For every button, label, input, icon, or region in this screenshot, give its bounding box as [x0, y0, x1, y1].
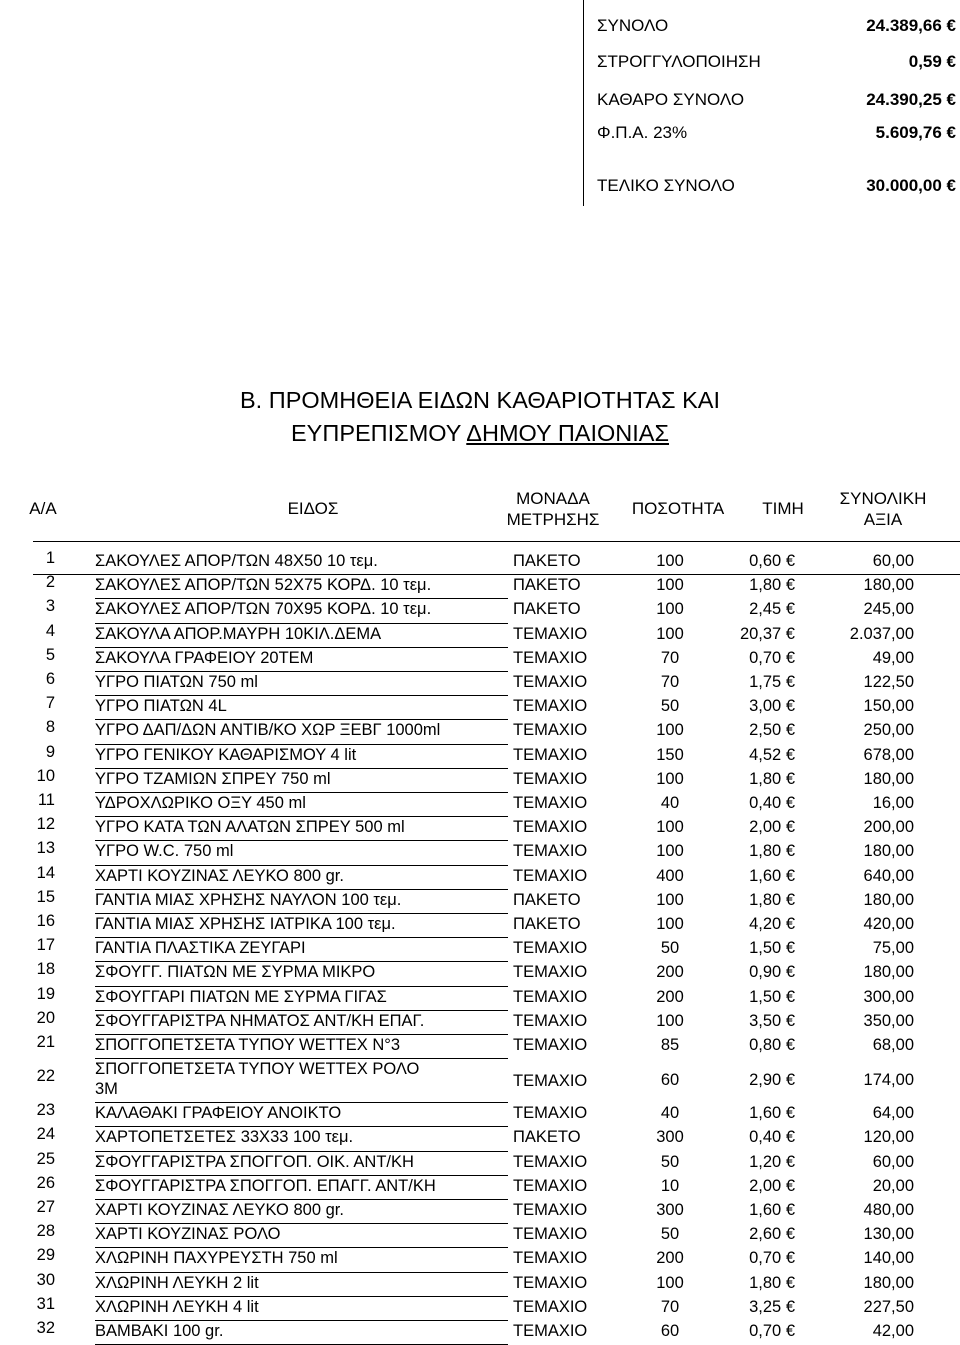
header-qty: ΠΟΣΟΤΗΤΑ [631, 499, 725, 518]
row-number: 17 [36, 936, 55, 955]
row-quantity: 70 [660, 648, 680, 667]
row-price: 3,25 € [749, 1297, 795, 1316]
summary-value: 5.609,76 € [875, 123, 956, 142]
summary-label: Φ.Π.Α. 23% [597, 123, 688, 142]
row-total: 20,00 [872, 1176, 914, 1195]
row-number: 20 [36, 1008, 55, 1027]
row-total: 120,00 [863, 1128, 914, 1147]
row-divider [95, 719, 508, 720]
row-quantity: 200 [656, 1249, 684, 1268]
row-divider [95, 1058, 508, 1059]
row-total: 2.037,00 [849, 624, 914, 643]
row-divider [95, 1175, 508, 1176]
row-unit: ΤΕΜΑΧΙΟ [513, 1273, 588, 1292]
row-price: 1,20 € [749, 1152, 795, 1171]
row-total: 300,00 [863, 987, 914, 1006]
row-unit: ΠΑΚΕΤΟ [513, 1128, 581, 1147]
row-price: 2,45 € [749, 600, 795, 619]
row-quantity: 10 [660, 1176, 680, 1195]
row-number: 10 [36, 766, 55, 785]
header-unit: ΜΟΝΑΔΑ ΜΕΤΡΗΣΗΣ [506, 488, 600, 529]
row-unit: ΤΕΜΑΧΙΟ [513, 745, 588, 764]
row-item: ΚΑΛΑΘΑΚΙ ΓΡΑΦΕΙΟΥ ΑΝΟΙΚΤΟ [95, 1104, 342, 1123]
summary-value: 24.390,25 € [866, 90, 956, 109]
row-price: 2,50 € [749, 721, 795, 740]
row-number: 28 [36, 1222, 55, 1241]
row-quantity: 70 [660, 1297, 680, 1316]
row-quantity: 400 [656, 866, 684, 885]
row-item: ΣΑΚΟΥΛΑ ΓΡΑΦΕΙΟΥ 20ΤΕΜ [95, 648, 314, 667]
row-unit: ΤΕΜΑΧΙΟ [513, 818, 588, 837]
row-divider [95, 1034, 508, 1035]
row-unit: ΤΕΜΑΧΙΟ [513, 987, 588, 1006]
row-item: ΒΑΜΒΑΚΙ 100 gr. [95, 1322, 224, 1340]
row-total: 180,00 [863, 769, 914, 788]
row-price: 1,80 € [749, 1273, 795, 1292]
row-price: 0,70 € [749, 648, 795, 667]
row-divider [95, 913, 508, 914]
row-number: 6 [45, 670, 55, 688]
row-quantity: 200 [656, 963, 684, 982]
row-quantity: 70 [660, 673, 680, 691]
row-item: ΣΦΟΥΓΓΑΡΙ ΠΙΑΤΩΝ ΜΕ ΣΥΡΜΑ ΓΙΓΑΣ [95, 987, 387, 1006]
row-total: 180,00 [863, 842, 914, 861]
row-item: ΓΑΝΤΙΑ ΜΙΑΣ ΧΡΗΣΗΣ ΙΑΤΡΙΚΑ 100 τεμ. [95, 915, 396, 933]
row-price: 4,20 € [749, 915, 795, 933]
row-divider [95, 647, 508, 648]
row-number: 1 [45, 549, 55, 567]
row-quantity: 100 [656, 1273, 684, 1292]
row-number: 7 [45, 694, 55, 713]
row-price: 2,60 € [749, 1225, 795, 1244]
row-item: ΣΦΟΥΓΓΑΡΙΣΤΡΑ ΝΗΜΑΤΟΣ ΑΝΤ/ΚΗ ΕΠΑΓ. [95, 1011, 425, 1030]
row-divider [95, 1247, 508, 1248]
row-unit: ΤΕΜΑΧΙΟ [513, 1201, 588, 1219]
row-quantity: 100 [656, 576, 684, 595]
row-number: 2 [45, 573, 55, 592]
row-quantity: 200 [656, 987, 684, 1006]
row-item: ΧΛΩΡΙΝΗ ΛΕΥΚΗ 4 lit [95, 1297, 259, 1316]
row-price: 1,60 € [749, 1104, 795, 1123]
row-price: 2,90 € [749, 1071, 795, 1090]
row-number: 29 [36, 1246, 55, 1265]
row-price: 1,60 € [749, 866, 795, 885]
row-number: 24 [36, 1125, 55, 1144]
row-number: 9 [45, 742, 55, 761]
row-total: 122,50 [863, 673, 914, 691]
row-quantity: 60 [660, 1322, 680, 1340]
row-quantity: 100 [656, 890, 684, 909]
row-unit: ΤΕΜΑΧΙΟ [513, 673, 588, 691]
row-quantity: 100 [656, 769, 684, 788]
table-header [29, 476, 960, 542]
row-number: 3 [45, 597, 55, 616]
row-unit: ΤΕΜΑΧΙΟ [513, 1072, 588, 1091]
row-item: ΧΑΡΤΙ ΚΟΥΖΙΝΑΣ ΡΟΛΟ [95, 1225, 281, 1244]
row-price: 1,75 € [749, 673, 795, 691]
row-price: 0,90 € [749, 963, 795, 982]
summary-value: 0,59 € [908, 52, 956, 71]
row-divider [95, 1296, 508, 1297]
row-divider [95, 792, 508, 793]
row-price: 2,00 € [749, 818, 795, 837]
row-total: 49,00 [872, 648, 914, 667]
row-unit: ΤΕΜΑΧΙΟ [513, 842, 588, 861]
row-price: 4,52 € [749, 745, 795, 764]
row-divider [95, 986, 508, 987]
row-item: ΓΑΝΤΙΑ ΜΙΑΣ ΧΡΗΣΗΣ ΝΑΥΛΟΝ 100 τεμ. [95, 890, 402, 909]
row-unit: ΤΕΜΑΧΙΟ [513, 721, 588, 740]
row-quantity: 300 [656, 1201, 684, 1219]
row-total: 174,00 [863, 1071, 914, 1090]
row-total: 250,00 [863, 721, 914, 740]
row-unit: ΤΕΜΑΧΙΟ [513, 1176, 588, 1195]
row-price: 1,50 € [749, 987, 795, 1006]
row-divider [95, 695, 508, 696]
row-divider [95, 1010, 508, 1011]
row-divider [95, 840, 508, 841]
summary-value: 24.389,66 € [866, 16, 956, 35]
row-divider [95, 623, 508, 624]
row-total: 180,00 [863, 890, 914, 909]
row-price: 0,70 € [749, 1249, 795, 1268]
row-item: ΣΠΟΓΓΟΠΕΤΣΕΤΑ ΤΥΠΟΥ WETTEX Ν°3 [95, 1036, 401, 1054]
row-price: 3,00 € [749, 697, 795, 716]
row-price: 0,40 € [749, 794, 795, 812]
row-quantity: 85 [660, 1036, 680, 1054]
row-total: 75,00 [872, 939, 914, 958]
header-total: ΣΥΝΟΛΙΚΗ ΑΞΙΑ [839, 488, 927, 529]
row-number: 4 [45, 621, 55, 640]
row-divider [95, 744, 508, 745]
row-quantity: 100 [656, 552, 684, 570]
row-number: 12 [36, 815, 55, 834]
row-item: ΣΦΟΥΓΓΑΡΙΣΤΡΑ ΣΠΟΓΓΟΠ. ΟΙΚ. ΑΝΤ/ΚΗ [95, 1152, 414, 1171]
row-item: ΥΓΡΟ ΠΙΑΤΩΝ 4L [95, 697, 227, 716]
row-item: ΧΑΡΤΙ ΚΟΥΖΙΝΑΣ ΛΕΥΚΟ 800 gr. [95, 866, 344, 885]
row-total: 180,00 [863, 963, 914, 982]
row-total: 420,00 [863, 915, 914, 933]
row-total: 245,00 [863, 600, 914, 619]
row-divider [95, 768, 508, 769]
row-unit: ΤΕΜΑΧΙΟ [513, 697, 588, 716]
row-total: 60,00 [872, 552, 914, 570]
row-unit: ΤΕΜΑΧΙΟ [513, 769, 588, 788]
summary-label: ΣΤΡΟΓΓΥΛΟΠΟΙΗΣΗ [597, 52, 761, 71]
row-unit: ΤΕΜΑΧΙΟ [513, 1297, 588, 1316]
row-item: ΧΛΩΡΙΝΗ ΛΕΥΚΗ 2 lit [95, 1273, 259, 1292]
row-quantity: 300 [656, 1128, 684, 1147]
row-total: 60,00 [872, 1152, 914, 1171]
row-number: 21 [36, 1033, 55, 1051]
row-item: ΧΑΡΤΙ ΚΟΥΖΙΝΑΣ ΛΕΥΚΟ 800 gr. [95, 1201, 344, 1219]
summary-block [583, 0, 960, 206]
row-quantity: 100 [656, 600, 684, 619]
row-item: ΣΑΚΟΥΛΕΣ ΑΠΟΡ/ΤΩΝ 52Χ75 ΚΟΡΔ. 10 τεμ. [95, 576, 432, 595]
row-quantity: 50 [660, 1152, 680, 1171]
row-quantity: 100 [656, 624, 684, 643]
row-number: 31 [36, 1294, 55, 1313]
row-unit: ΤΕΜΑΧΙΟ [513, 794, 588, 812]
section-title-line2 [0, 417, 960, 450]
row-price: 0,40 € [749, 1128, 795, 1147]
row-unit: ΠΑΚΕΤΟ [513, 552, 581, 570]
row-item: ΧΛΩΡΙΝΗ ΠΑΧΥΡΕΥΣΤΗ 750 ml [95, 1249, 338, 1268]
row-unit: ΤΕΜΑΧΙΟ [513, 866, 588, 885]
row-item: ΥΓΡΟ ΠΙΑΤΩΝ 750 ml [95, 673, 258, 691]
summary-label: ΣΥΝΟΛΟ [597, 16, 669, 35]
row-number: 5 [45, 645, 55, 664]
summary-value: 30.000,00 € [866, 176, 956, 195]
row-number: 16 [36, 912, 55, 930]
row-unit: ΤΕΜΑΧΙΟ [513, 648, 588, 667]
row-price: 1,50 € [749, 939, 795, 958]
row-item: ΧΑΡΤΟΠΕΤΣΕΤΕΣ 33Χ33 100 τεμ. [95, 1128, 354, 1147]
row-number: 23 [36, 1101, 55, 1120]
row-divider [95, 1151, 508, 1152]
row-price: 1,80 € [749, 769, 795, 788]
row-quantity: 100 [656, 915, 684, 933]
row-item: ΥΓΡΟ ΓΕΝΙΚΟΥ ΚΑΘΑΡΙΣΜΟΥ 4 lit [95, 745, 357, 764]
row-divider [95, 937, 508, 938]
row-unit: ΤΕΜΑΧΙΟ [513, 1225, 588, 1244]
row-divider [95, 1223, 508, 1224]
row-item: ΣΦΟΥΓΓΑΡΙΣΤΡΑ ΣΠΟΓΓΟΠ. ΕΠΑΓΓ. ΑΝΤ/ΚΗ [95, 1176, 436, 1195]
row-quantity: 100 [656, 721, 684, 740]
row-divider [95, 1126, 508, 1127]
row-quantity: 100 [656, 1011, 684, 1030]
row-item: ΣΦΟΥΓΓ. ΠΙΑΤΩΝ ΜΕ ΣΥΡΜΑ ΜΙΚΡΟ [95, 963, 376, 982]
row-divider [95, 671, 508, 672]
row-total: 42,00 [872, 1322, 914, 1340]
row-number: 19 [36, 984, 55, 1003]
row-total: 140,00 [863, 1249, 914, 1268]
row-unit: ΤΕΜΑΧΙΟ [513, 1152, 588, 1171]
row-price: 1,80 € [749, 890, 795, 909]
row-total: 130,00 [863, 1225, 914, 1244]
row-unit: ΤΕΜΑΧΙΟ [513, 1011, 588, 1030]
row-number: 13 [36, 839, 55, 858]
row-number: 8 [45, 718, 55, 737]
row-divider [33, 574, 960, 575]
row-price: 0,80 € [749, 1036, 795, 1054]
row-divider [95, 865, 508, 866]
row-price: 20,37 € [739, 624, 795, 643]
row-price: 1,80 € [749, 842, 795, 861]
row-item: ΣΑΚΟΥΛΑ ΑΠΟΡ.ΜΑΥΡΗ 10ΚΙΛ.ΔΕΜΑ [95, 624, 382, 643]
row-quantity: 40 [660, 794, 680, 812]
row-total: 640,00 [863, 866, 914, 885]
row-number: 25 [36, 1149, 55, 1168]
row-quantity: 100 [656, 842, 684, 861]
row-unit: ΤΕΜΑΧΙΟ [513, 1322, 588, 1340]
row-divider [95, 598, 508, 599]
section-title-municipality: ΔΗΜΟΥ ΠΑΙΟΝΙΑΣ [466, 420, 669, 446]
summary-label: ΤΕΛΙΚΟ ΣΥΝΟΛΟ [597, 176, 735, 195]
row-unit: ΤΕΜΑΧΙΟ [513, 1104, 588, 1123]
row-number: 14 [36, 863, 55, 882]
section-title-part: ΕΥΠΡΕΠΙΣΜΟΥ [291, 420, 467, 446]
row-price: 0,70 € [749, 1322, 795, 1340]
row-number: 15 [36, 887, 55, 906]
header-price: ΤΙΜΗ [762, 499, 804, 518]
row-total: 200,00 [863, 818, 914, 837]
row-divider [95, 1199, 508, 1200]
row-price: 1,80 € [749, 576, 795, 595]
row-total: 480,00 [863, 1201, 914, 1219]
row-price: 1,60 € [749, 1201, 795, 1219]
row-item: ΥΓΡΟ ΔΑΠ/ΔΩΝ ΑΝΤΙΒ/ΚΟ ΧΩΡ ΞΕΒΓ 1000ml [95, 721, 441, 740]
row-number: 18 [36, 960, 55, 979]
row-item: ΥΓΡΟ ΤΖΑΜΙΩΝ ΣΠΡΕΥ 750 ml [95, 769, 331, 788]
row-divider [95, 1272, 508, 1273]
row-total: 64,00 [872, 1104, 914, 1123]
header-no: Α/Α [29, 499, 57, 518]
row-number: 32 [36, 1319, 55, 1337]
row-quantity: 40 [660, 1104, 680, 1123]
row-quantity: 50 [660, 1225, 680, 1244]
row-unit: ΤΕΜΑΧΙΟ [513, 624, 588, 643]
row-divider [95, 816, 508, 817]
row-number: 22 [36, 1067, 55, 1086]
row-total: 16,00 [872, 794, 914, 812]
row-total: 227,50 [863, 1297, 914, 1316]
row-item: ΓΑΝΤΙΑ ΠΛΑΣΤΙΚΑ ΖΕΥΓΑΡΙ [95, 939, 306, 958]
row-item: ΣΑΚΟΥΛΕΣ ΑΠΟΡ/ΤΩΝ 70Χ95 ΚΟΡΔ. 10 τεμ. [95, 600, 432, 619]
row-quantity: 150 [656, 745, 684, 764]
row-number: 11 [37, 791, 55, 809]
row-item: ΥΓΡΟ ΚΑΤΑ ΤΩΝ ΑΛΑΤΩΝ ΣΠΡΕΥ 500 ml [95, 818, 405, 837]
row-total: 180,00 [863, 576, 914, 595]
row-total: 678,00 [863, 745, 914, 764]
row-price: 2,00 € [749, 1176, 795, 1195]
section-title-line1: Β. ΠΡΟΜΗΘΕΙΑ ΕΙΔΩΝ ΚΑΘΑΡΙΟΤΗΤΑΣ ΚΑΙ [240, 387, 720, 413]
row-divider [95, 889, 508, 890]
row-item-continued: 3M [95, 1080, 118, 1099]
row-total: 180,00 [863, 1273, 914, 1292]
row-number: 30 [36, 1270, 55, 1289]
row-unit: ΤΕΜΑΧΙΟ [513, 963, 588, 982]
row-divider [95, 961, 508, 962]
row-total: 350,00 [863, 1011, 914, 1030]
row-price: 0,60 € [749, 552, 795, 570]
summary-label: ΚΑΘΑΡΟ ΣΥΝΟΛΟ [597, 90, 745, 109]
row-quantity: 60 [660, 1071, 680, 1090]
row-total: 68,00 [872, 1036, 914, 1054]
row-quantity: 50 [660, 697, 680, 716]
row-total: 150,00 [863, 697, 914, 716]
row-price: 3,50 € [749, 1011, 795, 1030]
row-number: 26 [36, 1173, 55, 1192]
row-unit: ΠΑΚΕΤΟ [513, 576, 581, 595]
section-title [0, 384, 960, 450]
row-unit: ΠΑΚΕΤΟ [513, 600, 581, 619]
row-unit: ΤΕΜΑΧΙΟ [513, 939, 588, 958]
row-quantity: 50 [660, 939, 680, 958]
row-unit: ΤΕΜΑΧΙΟ [513, 1036, 588, 1054]
row-unit: ΠΑΚΕΤΟ [513, 915, 581, 933]
row-number: 27 [36, 1198, 55, 1216]
header-item: ΕΙΔΟΣ [287, 499, 339, 518]
row-unit: ΤΕΜΑΧΙΟ [513, 1249, 588, 1268]
row-divider [95, 1102, 508, 1103]
row-item: ΥΔΡΟΧΛΩΡΙΚΟ ΟΞΥ 450 ml [95, 794, 306, 812]
row-divider [95, 1320, 508, 1321]
row-item: ΣΠΟΓΓΟΠΕΤΣΕΤΑ ΤΥΠΟΥ WETTEX ΡΟΛΟ [95, 1060, 420, 1079]
row-item: ΥΓΡΟ W.C. 750 ml [95, 842, 234, 861]
row-unit: ΠΑΚΕΤΟ [513, 890, 581, 909]
row-quantity: 100 [656, 818, 684, 837]
row-item: ΣΑΚΟΥΛΕΣ ΑΠΟΡ/ΤΩΝ 48Χ50 10 τεμ. [95, 552, 378, 570]
